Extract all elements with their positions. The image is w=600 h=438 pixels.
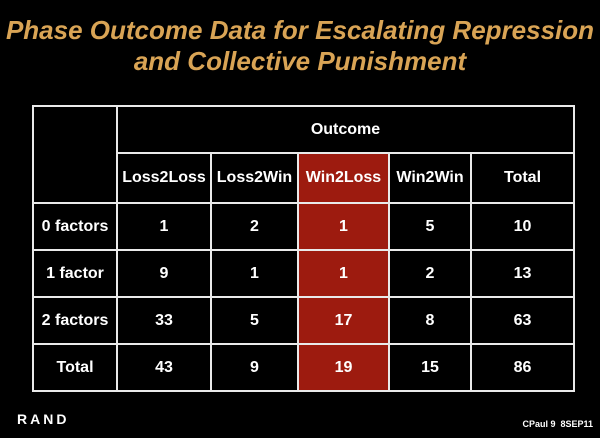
column-header-win2win: Win2Win <box>389 153 471 203</box>
column-header-win2loss: Win2Loss <box>298 153 389 203</box>
row-label-cell: 1 factor <box>33 250 117 297</box>
table-cell: 33 <box>117 297 211 344</box>
table-row-0-factors <box>33 203 574 250</box>
column-header-total: Total <box>471 153 574 203</box>
column-header-loss2loss: Loss2Loss <box>117 153 211 203</box>
row-label-cell: Total <box>33 344 117 391</box>
table-cell-highlighted: 1 <box>298 203 389 250</box>
slide-title-line1: Phase Outcome Data for Escalating Repression <box>5 15 595 45</box>
outcome-header-row <box>33 106 574 153</box>
credit-text: CPaul 9 8SEP11 <box>522 419 593 429</box>
outcome-table <box>32 105 575 392</box>
table-cell: 5 <box>389 203 471 250</box>
table-cell: 10 <box>471 203 574 250</box>
table-cell-highlighted: 17 <box>298 297 389 344</box>
table-cell: 63 <box>471 297 574 344</box>
table-cell: 5 <box>211 297 298 344</box>
table-row-2-factors <box>33 297 574 344</box>
table-row-1-factor <box>33 250 574 297</box>
table-cell-highlighted: 19 <box>298 344 389 391</box>
table-cell: 86 <box>471 344 574 391</box>
table-cell: 8 <box>389 297 471 344</box>
table-cell: 9 <box>211 344 298 391</box>
table-cell: 1 <box>117 203 211 250</box>
slide-title-line2: and Collective Punishment <box>133 46 467 76</box>
table-cell-highlighted: 1 <box>298 250 389 297</box>
table-row-total <box>33 344 574 391</box>
outcome-header-cell: Outcome <box>117 106 574 153</box>
table-cell: 43 <box>117 344 211 391</box>
table-cell: 2 <box>211 203 298 250</box>
slide-title <box>0 15 600 77</box>
rand-logo: RAND <box>17 411 70 427</box>
table-cell: 15 <box>389 344 471 391</box>
table-cell: 2 <box>389 250 471 297</box>
table-cell: 13 <box>471 250 574 297</box>
row-label-cell: 0 factors <box>33 203 117 250</box>
row-label-cell: 2 factors <box>33 297 117 344</box>
table-cell: 9 <box>117 250 211 297</box>
corner-cell <box>33 106 117 203</box>
table-cell: 1 <box>211 250 298 297</box>
column-header-loss2win: Loss2Win <box>211 153 298 203</box>
